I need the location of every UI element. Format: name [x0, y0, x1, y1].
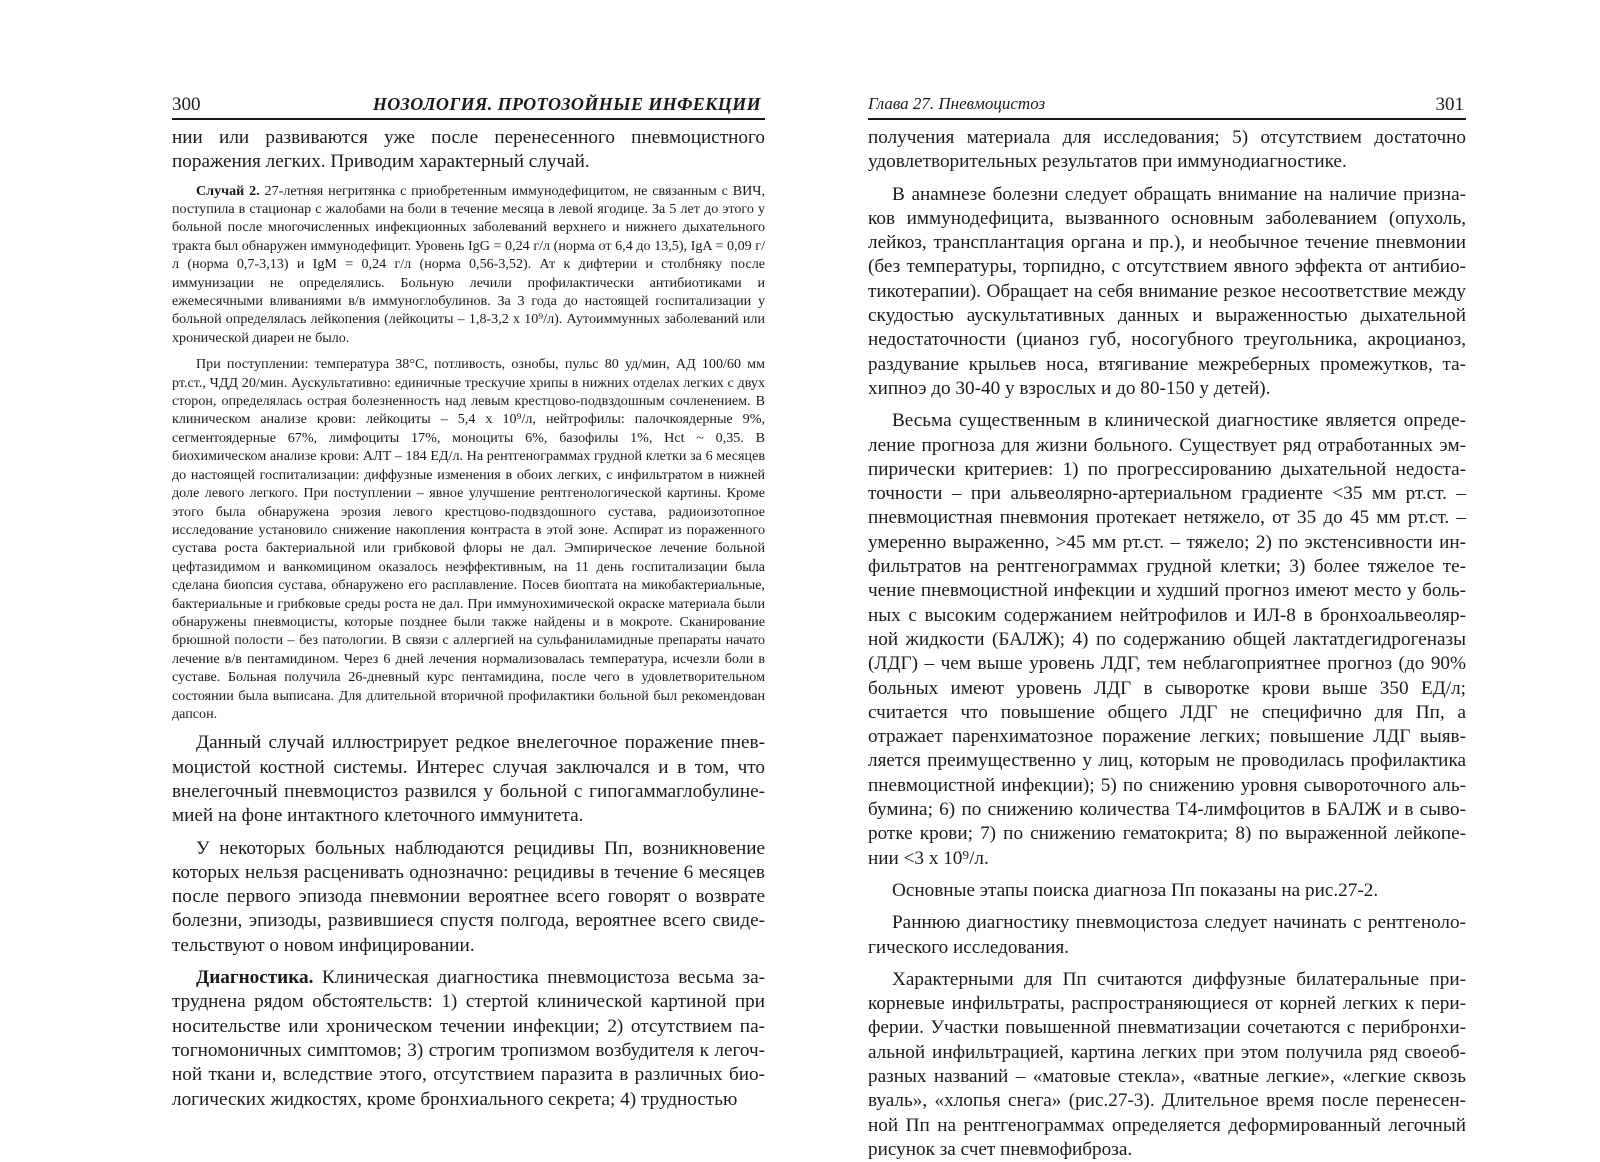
case-label: Случай 2. — [196, 182, 260, 199]
page-number: 300 — [172, 94, 201, 115]
left-page — [0, 0, 800, 1141]
diagnostics-text: Клиническая диагностика пневмоцистоза весьма затруднена рядом обстоятельств: 1) стертой клинической картиной при носительстве или хроническом течении инфекции; 2) отсутствием патогномоничных симптомов; 3) строгим тропизмом возбудителя к легочной ткани и, вследствие этого, отсутствием паразита в различных биологических жидкостях, кроме бронхиального секрета; 4) трудностью — [172, 967, 765, 1110]
right-page-body — [868, 126, 1466, 1162]
case-paragraph: При поступлении: температура 38°С, потливость, ознобы, пульс 80 уд/мин, АД 100/60 мм рт.ст., ЧДД 20/мин. Аускультативно: единичные трескучие хрипы в нижних отделах легких с двух сторон, определялась острая болезненность над левым крестцово-подвздошным сочленением. В клиническом анализе крови: лейкоциты – 5,4 х 10⁹/л, нейтрофилы: палочкоядерные 9%, сегментоядерные 67%, лимфоциты 17%, моноциты 6%, базофилы 1%, Hct ~ 0,35. В биохимическом анализе крови: АЛТ – 184 ЕД/л. На рентгенограммах грудной клетки за 6 месяцев до настоящей госпитализации: диффузные изменения в обоих легких, с инфильтратом в нижней доле левого легкого. При поступлении – явное улучшение рентгенологической картины. Кроме этого была обнаружена эрозия левого крестцово-подвздошного сустава, радиоизотопное исследование установило снижение накопления контраста в этой зоне. Аспират из пораженного сустава роста бактериальной или грибковой флоры не дал. Эмпирическое лечение больной цефтазидимом и ванкомицином оказалось неэффективным, на 11 день госпитализации была сделана биопсия сустава, обнаружено его расплавление. Посев биоптата на микобактериальные, бактериальные и грибковые среды роста не дал. При иммунохимической окраске материала были обнаружены пневмоцисты, которые позднее были также найдены и в мокроте. Сканирование брюшной полости – без патологии. В связи с аллергией на сульфаниламидные препараты начато лечение в/в пентамидином. Через 6 дней лечения нормализовалась температура, исчезли боли в суставе. Больная получила 26-дневный курс пентамидина, после чего в удовлетворительном состоянии была выписана. Для длительной вторичной профилактики больной был рекомендован дапсон. — [172, 356, 765, 722]
diagnostics-paragraph — [172, 966, 765, 1112]
right-page — [800, 0, 1600, 1160]
right-page-header — [868, 94, 1466, 120]
case-paragraph — [172, 182, 765, 348]
paragraph: Основные этапы поиска диагноза Пп показаны на рис.27-2. — [892, 879, 1379, 901]
paragraph: У некоторых больных наблюдаются рецидивы Пп, возникновение которых нельзя расценивать однозначно: рецидивы в течение 6 месяцев после первого эпизода пневмонии вероятнее всего говорят о возврате болезни, эпизоды, развившиеся спустя полгода, вероятнее всего свидетельствуют о новом инфицировании. — [172, 837, 765, 956]
paragraph: В анамнезе болезни следует обращать внимание на наличие признаков иммунодефицита, вызванного основным заболеванием (опухоль, лейкоз, трансплантация органа и пр.), и необычное течение пневмонии (без температуры, торпидно, с отсутствием явного эффекта от антибиотикотерапии). Обращает на себя внимание резкое несоответствие между скудостью аускультативных данных и выраженностью дыхательной недостаточности (цианоз губ, носогубного треугольника, акроцианоз, раздувание крыльев носа, втягивание межреберных промежутков, тахипноэ до 30-40 у взрослых и до 80-150 у детей). — [868, 183, 1466, 399]
paragraph: Весьма существенным в клинической диагностике является определение прогноза для жизни больного. Существует ряд отработанных эмпирически критериев: 1) по прогрессированию дыхательной недостаточности – при альвеолярно-артериальном градиенте <35 мм рт.ст. – пневмоцистная пневмония протекает нетяжело, от 35 до 45 мм рт.ст. – умеренно выраженно, >45 мм рт.ст. – тяжело; 2) по экстенсивности инфильтратов на рентгенограммах грудной клетки; 3) более тяжелое течение пневмоцистной инфекции и худший прогноз имеют место у больных с высоким содержанием нейтрофилов и ИЛ-8 в бронхоальвеолярной жидкости (БАЛЖ); 4) по содержанию общей лактатдегидрогеназы (ЛДГ) – чем выше уровень ЛДГ, тем неблагоприятнее прогноз (до 90% больных имеют уровень ЛДГ в сыворотке крови выше 350 ЕД/л; считается что повышение общего ЛДГ не специфично для Пп, а отражает паренхиматозное поражение легких; повышение ЛДГ выявляется преимущественно у лиц, которым не проводилась профилактика пневмоцистной инфекции); 5) по снижению уровня сывороточного альбумина; 6) по снижению количества Т4-лимфоцитов в БАЛЖ и в сыворотке крови; 7) по снижению гематокрита; 8) по выраженной лейкопении <3 х 10⁹/л. — [868, 410, 1466, 869]
left-page-body — [172, 126, 765, 1112]
paragraph: Характерными для Пп считаются диффузные билатеральные прикорневые инфильтраты, распространяющиеся от корней легких к периферии. Участки повышенной пневматизации сочетаются с перибронхиальной инфильтрацией, картина легких при этом получила ряд своеобразных названий – «матовые стекла», «ватные легкие», «легкие сквозь вуаль», «хлопья снега» (рис.27-3). Длительное время после перенесенной Пп на рентгенограммах определяется деформированный легочный рисунок за счет пневмофиброза. — [868, 968, 1466, 1160]
running-title: Глава 27. Пневмоцистоз — [868, 94, 1046, 113]
page-number: 301 — [1435, 94, 1464, 115]
paragraph: нии или развиваются уже после перенесенного пневмоцистного поражения легких. Приводим характерный случай. — [172, 127, 765, 173]
running-title: НОЗОЛОГИЯ. ПРОТОЗОЙНЫЕ ИНФЕКЦИИ — [372, 94, 761, 114]
case-text: 27-летняя негритянка с приобретенным иммунодефицитом, не связанным с ВИЧ, поступила в стационар с жалобами на боли в течение месяца в левой ягодице. За 5 лет до этого у больной после многочисленных инфекционных заболеваний верхнего и нижнего дыхательного тракта был обнаружен иммунодефицит. Уровень IgG = 0,24 г/л (норма от 6,4 до 13,5), IgA = 0,09 г/л (норма 0,7-3,13) и IgM = 0,24 г/л (норма 0,56-3,52). Ат к дифтерии и столбняку после иммунизации не определялись. Больную лечили профилактически антибиотиками и ежемесячными вливаниями в/в иммуноглобулинов. За 3 года до настоящей госпитализации у больной определялась лейкопения (лейкоциты – 1,8-3,2 х 10⁹/л). Аутоиммунных заболеваний или хронической диареи не было. — [172, 182, 765, 346]
left-page-header — [172, 94, 765, 120]
paragraph: Раннюю диагностику пневмоцистоза следует начинать с рентгенологического исследования. — [868, 912, 1466, 958]
section-label: Диагностика. — [196, 967, 314, 989]
paragraph: Данный случай иллюстрирует редкое внелегочное поражение пневмоцистой костной системы. Интерес случая заключался и в том, что внелегочный пневмоцистоз развился у больной с гипогаммаглобулинемией на фоне интактного клеточного иммунитета. — [172, 732, 765, 827]
paragraph: получения материала для исследования; 5) отсутствием достаточно удовлетворительных результатов при иммунодиагностике. — [868, 127, 1466, 173]
